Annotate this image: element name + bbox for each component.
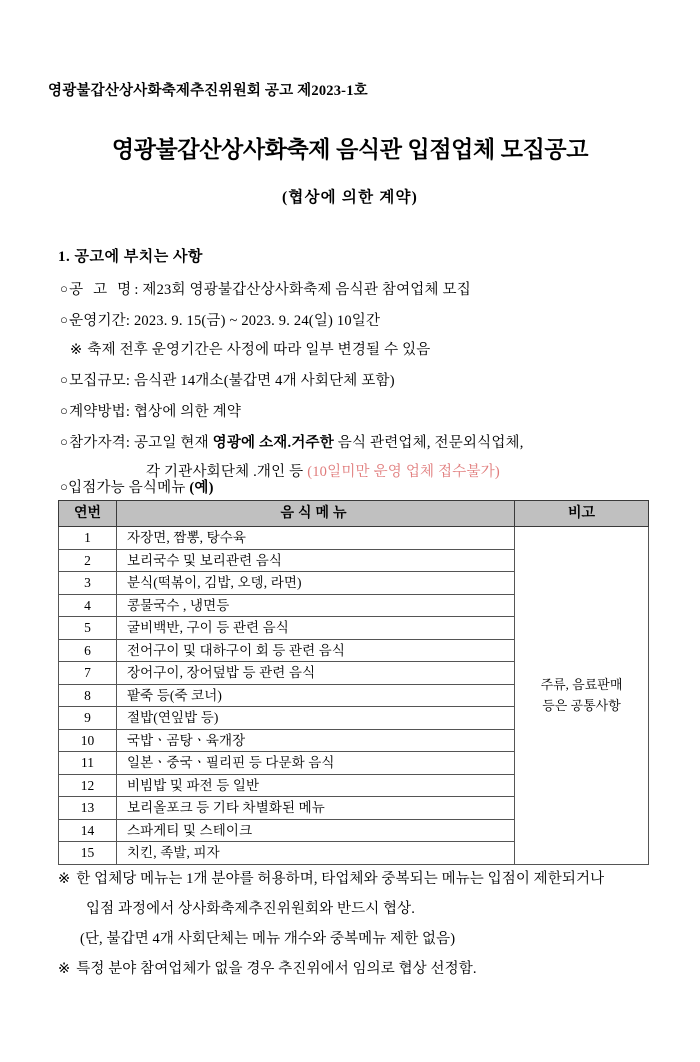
bullet-icon: ○ [60, 403, 69, 418]
cell-menu: 자장면, 짬뽕, 탕수육 [117, 527, 515, 550]
cell-no: 2 [59, 549, 117, 572]
table-header-row [59, 501, 649, 527]
footnote-2-text: (단, 불갑면 4개 사회단체는 메뉴 개수와 중복메뉴 제한 없음) [80, 931, 456, 947]
list-item-period [60, 305, 660, 336]
cell-no: 14 [59, 819, 117, 842]
cell-no: 11 [59, 752, 117, 775]
footnote-list [58, 864, 668, 984]
cell-no: 6 [59, 639, 117, 662]
cell-no: 9 [59, 707, 117, 730]
footnote-3 [58, 954, 668, 984]
table-row [59, 527, 649, 550]
announcement-item-list [60, 274, 660, 487]
footnote-1-text-line-1: 한 업체당 메뉴는 1개 분야를 허용하며, 타업체와 중복되는 메뉴는 입점이 제한되거나 [76, 871, 605, 887]
menu-table-body [59, 527, 649, 865]
item-value-contract: : 협상에 의한 계약 [125, 404, 242, 420]
period-note-text: 축제 전후 운영기간은 사정에 따라 일부 변경될 수 있음 [87, 342, 431, 358]
qualification-restriction-note: (10일미만 운영 업체 접수불가) [307, 464, 500, 480]
cell-no: 12 [59, 774, 117, 797]
page-subtitle: (협상에 의한 계약) [281, 189, 419, 206]
remark-line-2: 등은 공통사항 [542, 698, 621, 714]
item-value-period: : 2023. 9. 15(금) ~ 2023. 9. 24(일) 10일간 [125, 313, 381, 329]
footnote-1-line-2 [58, 894, 668, 924]
item-label-name: 공 고 명 [69, 282, 135, 298]
bullet-icon: ○ [60, 281, 69, 296]
bullet-icon: ○ [60, 312, 69, 327]
cell-menu: 치킨, 족발, 피자 [117, 842, 515, 865]
list-item-period-note [60, 336, 660, 365]
remark-line-1: 주류, 음료판매 [540, 676, 623, 692]
cell-menu: 팥죽 등(죽 코너) [117, 684, 515, 707]
footnote-1-line-1 [58, 864, 668, 894]
cell-remark-merged [515, 527, 649, 865]
cell-no: 8 [59, 684, 117, 707]
cell-menu: 스파게티 및 스테이크 [117, 819, 515, 842]
reference-mark-icon: ※ [70, 342, 83, 358]
cell-menu: 일본ㆍ중국ㆍ필리핀 등 다문화 음식 [117, 752, 515, 775]
item-label-contract: 계약방법 [69, 404, 126, 420]
reference-mark-icon: ※ [58, 961, 71, 977]
cell-menu: 국밥ㆍ곰탕ㆍ육개장 [117, 729, 515, 752]
item-label-period: 운영기간 [69, 313, 126, 329]
menu-table [58, 500, 649, 865]
cell-menu: 보리올포크 등 기타 차별화된 메뉴 [117, 797, 515, 820]
item-label-qualification: 참가자격 [69, 435, 126, 451]
column-header-menu: 음식메뉴 [117, 501, 515, 527]
page-title: 영광불갑산상사화축제 음식관 입점업체 모집공고 [111, 136, 589, 162]
list-item-scale [60, 365, 660, 396]
footnote-1-text-line-2: 입점 과정에서 상사화축제추진위원회와 반드시 협상. [86, 901, 415, 917]
cell-menu: 콩물국수 , 냉면등 [117, 594, 515, 617]
cell-menu: 굴비백반, 구이 등 관련 음식 [117, 617, 515, 640]
qualification-line2-text: 각 기관사회단체 .개인 등 [146, 464, 308, 480]
bullet-icon: ○ [60, 479, 69, 494]
section-heading-announcement: 1. 공고에 부치는 사항 [58, 249, 203, 265]
cell-no: 1 [59, 527, 117, 550]
column-header-no: 연번 [59, 501, 117, 527]
qualification-text-post: 음식 관련업체, 전문외식업체, [333, 435, 524, 451]
cell-no: 13 [59, 797, 117, 820]
list-item-name [60, 274, 660, 305]
cell-menu: 전어구이 및 대하구이 회 등 관련 음식 [117, 639, 515, 662]
cell-no: 5 [59, 617, 117, 640]
item-value-name: : 제23회 영광불갑산상사화축제 음식관 참여업체 모집 [134, 282, 471, 298]
cell-menu: 장어구이, 장어덮밥 등 관련 음식 [117, 662, 515, 685]
notice-reference-line: 영광불갑산상사화축제추진위원회 공고 제2023-1호 [48, 83, 368, 99]
reference-mark-icon: ※ [58, 871, 71, 887]
menu-table-caption-example: (예) [189, 480, 214, 496]
list-item-qualification [60, 427, 660, 458]
item-value-scale: : 음식관 14개소(불갑면 4개 사회단체 포함) [125, 373, 395, 389]
cell-no: 3 [59, 572, 117, 595]
menu-table-caption [60, 476, 214, 497]
footnote-3-text: 특정 분야 참여업체가 없을 경우 추진위에서 임의로 협상 선정함. [76, 961, 477, 977]
column-header-remark: 비고 [515, 501, 649, 527]
cell-no: 7 [59, 662, 117, 685]
qualification-text-pre: : 공고일 현재 [125, 435, 213, 451]
menu-table-caption-text: 입점가능 음식메뉴 [68, 480, 190, 496]
cell-menu: 보리국수 및 보리관련 음식 [117, 549, 515, 572]
cell-no: 4 [59, 594, 117, 617]
bullet-icon: ○ [60, 372, 69, 387]
cell-menu: 절밥(연잎밥 등) [117, 707, 515, 730]
qualification-text-emphasis: 영광에 소재.거주한 [212, 435, 334, 451]
cell-no: 15 [59, 842, 117, 865]
bullet-icon: ○ [60, 434, 69, 449]
list-item-contract [60, 396, 660, 427]
item-label-scale: 모집규모 [69, 373, 126, 389]
cell-no: 10 [59, 729, 117, 752]
cell-menu: 분식(떡볶이, 김밥, 오뎅, 라면) [117, 572, 515, 595]
menu-table-head [59, 501, 649, 527]
cell-menu: 비빔밥 및 파전 등 일반 [117, 774, 515, 797]
footnote-2 [58, 924, 668, 954]
